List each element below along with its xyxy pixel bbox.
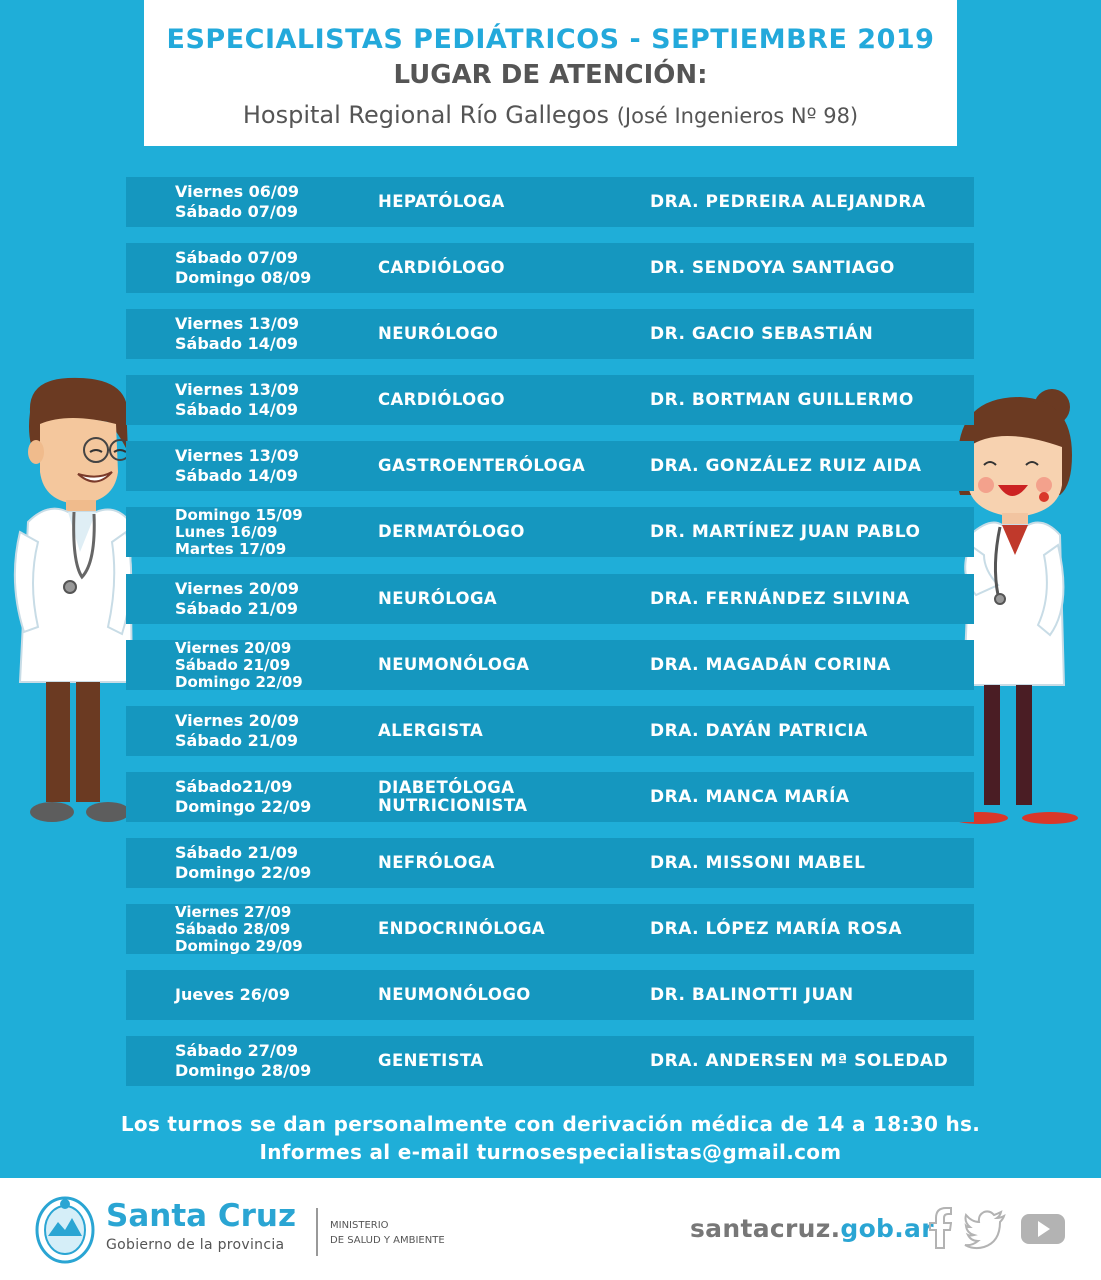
row-doctor: DR. BALINOTTI JUAN: [650, 985, 854, 1005]
row-doctor: DRA. DAYÁN PATRICIA: [650, 721, 868, 741]
row-specialty: [378, 904, 545, 954]
schedule-row: [126, 243, 974, 293]
row-doctor: DR. BORTMAN GUILLERMO: [650, 390, 914, 410]
row-specialty: [378, 243, 505, 293]
row-specialty-line: NEFRÓLOGA: [378, 853, 495, 872]
turnos-note: Los turnos se dan personalmente con derivación médica de 14 a 18:30 hs.: [120, 1112, 981, 1136]
schedule-row: [126, 574, 974, 624]
row-specialty: [378, 772, 527, 822]
row-doctor: DR. GACIO SEBASTIÁN: [650, 324, 874, 344]
row-doctor: DRA. MAGADÁN CORINA: [650, 655, 891, 675]
row-specialty: [378, 970, 531, 1020]
ministry-line-1: MINISTERIO: [330, 1220, 389, 1231]
row-dates: [175, 243, 311, 293]
row-specialty: [378, 640, 529, 690]
row-specialty-line: ALERGISTA: [378, 721, 484, 740]
schedule-row: [126, 970, 974, 1020]
row-doctor: DR. MARTÍNEZ JUAN PABLO: [650, 522, 921, 542]
youtube-icon[interactable]: [1020, 1206, 1066, 1250]
schedule-row: [126, 1036, 974, 1086]
row-date: Domingo 22/09: [175, 863, 312, 882]
row-date: Viernes 20/09: [175, 638, 292, 657]
row-doctor: DRA. MANCA MARÍA: [650, 787, 850, 807]
row-date: Viernes 13/09: [175, 314, 300, 333]
row-specialty: [378, 1036, 484, 1086]
row-date: Domingo 08/09: [175, 268, 312, 287]
row-specialty-line: NEUMONÓLOGO: [378, 985, 531, 1004]
row-specialty-line: NUTRICIONISTA: [378, 796, 528, 815]
row-doctor: DRA. ANDERSEN Mª SOLEDAD: [650, 1051, 949, 1071]
row-doctor: DR. SENDOYA SANTIAGO: [650, 258, 895, 278]
row-specialty-line: NEURÓLOGO: [378, 324, 499, 343]
row-specialty-line: NEURÓLOGA: [378, 589, 498, 608]
website-suffix: gob.ar: [840, 1214, 934, 1243]
row-date: Viernes 06/09: [175, 182, 300, 201]
row-dates: [175, 507, 303, 557]
row-date: Sábado 27/09: [175, 1041, 298, 1060]
row-date: Sábado 07/09: [175, 202, 298, 221]
row-date: Sábado21/09: [175, 777, 293, 796]
row-dates: [175, 309, 299, 359]
row-date: Domingo 29/09: [175, 936, 303, 955]
row-specialty-line: DERMATÓLOGO: [378, 522, 525, 541]
row-date: Viernes 13/09: [175, 446, 300, 465]
facebook-icon[interactable]: [928, 1206, 952, 1250]
row-specialty-line: HEPATÓLOGA: [378, 192, 505, 211]
row-doctor: DRA. GONZÁLEZ RUIZ AIDA: [650, 456, 922, 476]
row-dates: [175, 375, 299, 425]
row-date: Sábado 21/09: [175, 655, 291, 674]
row-specialty-line: DIABETÓLOGA: [378, 778, 515, 797]
row-specialty: [378, 706, 483, 756]
location-label: LUGAR DE ATENCIÓN:: [393, 60, 708, 90]
row-date: Domingo 28/09: [175, 1061, 312, 1080]
row-specialty: [378, 507, 525, 557]
row-doctor: DRA. LÓPEZ MARÍA ROSA: [650, 919, 903, 939]
row-specialty: [378, 838, 495, 888]
row-dates: [175, 574, 299, 624]
schedule-row: [126, 309, 974, 359]
row-specialty-line: NEUMONÓLOGA: [378, 655, 530, 674]
row-doctor: DRA. PEDREIRA ALEJANDRA: [650, 192, 926, 212]
row-specialty-line: CARDIÓLOGO: [378, 258, 505, 277]
schedule-row: [126, 706, 974, 756]
row-date: Domingo 22/09: [175, 672, 303, 691]
row-date: Sábado 14/09: [175, 400, 298, 419]
header-box: [144, 0, 957, 146]
ministry-line-2: DE SALUD Y AMBIENTE: [330, 1235, 445, 1246]
schedule-row: [126, 441, 974, 491]
row-specialty: [378, 574, 497, 624]
male-doctor-illustration: [8, 372, 138, 832]
row-date: Viernes 27/09: [175, 902, 292, 921]
province-seal-icon: [34, 1192, 96, 1264]
row-date: Sábado 21/09: [175, 731, 298, 750]
ministry-label: [330, 1218, 445, 1248]
row-dates: [175, 441, 299, 491]
row-date: Domingo 22/09: [175, 797, 312, 816]
row-date: Sábado 07/09: [175, 248, 298, 267]
brand-bar: [0, 1178, 1101, 1280]
schedule-row: [126, 177, 974, 227]
row-doctor: DRA. FERNÁNDEZ SILVINA: [650, 589, 910, 609]
row-date: Domingo 15/09: [175, 505, 303, 524]
row-date: Sábado 21/09: [175, 599, 298, 618]
schedule-row: [126, 507, 974, 557]
row-specialty-line: GENETISTA: [378, 1051, 484, 1070]
schedule-row: [126, 772, 974, 822]
row-date: Sábado 14/09: [175, 334, 298, 353]
row-specialty: [378, 375, 505, 425]
row-dates: [175, 772, 311, 822]
schedule-row: [126, 838, 974, 888]
row-date: Sábado 28/09: [175, 919, 291, 938]
row-date: Martes 17/09: [175, 539, 287, 558]
hospital-address: (José Ingenieros Nº 98): [616, 104, 859, 128]
brand-divider: [316, 1208, 318, 1256]
row-dates: [175, 838, 311, 888]
schedule-row: [126, 640, 974, 690]
row-dates: [175, 177, 299, 227]
row-specialty: [378, 441, 585, 491]
hospital-line: [144, 101, 957, 129]
schedule-row: [126, 375, 974, 425]
website-link[interactable]: [690, 1214, 934, 1243]
row-specialty-line: CARDIÓLOGO: [378, 390, 505, 409]
row-specialty: [378, 177, 505, 227]
row-date: Lunes 16/09: [175, 522, 278, 541]
row-dates: [175, 970, 290, 1020]
row-dates: [175, 706, 299, 756]
brand-name: Santa Cruz: [106, 1198, 296, 1234]
row-dates: [175, 640, 303, 690]
brand-subtitle: Gobierno de la provincia: [106, 1237, 285, 1253]
row-date: Viernes 20/09: [175, 711, 300, 730]
row-dates: [175, 904, 303, 954]
hospital-name: Hospital Regional Río Gallegos: [242, 101, 610, 129]
row-date: Sábado 21/09: [175, 843, 298, 862]
row-date: Viernes 13/09: [175, 380, 300, 399]
informes-note: Informes al e-mail turnosespecialistas@gmail.com: [259, 1140, 842, 1164]
row-date: Jueves 26/09: [175, 985, 290, 1004]
schedule-row: [126, 904, 974, 954]
row-specialty: [378, 309, 498, 359]
row-specialty-line: GASTROENTERÓLOGA: [378, 456, 586, 475]
website-prefix: santacruz.: [690, 1214, 841, 1243]
row-date: Sábado 14/09: [175, 466, 298, 485]
row-date: Viernes 20/09: [175, 579, 300, 598]
row-doctor: DRA. MISSONI MABEL: [650, 853, 866, 873]
row-dates: [175, 1036, 311, 1086]
page-title: ESPECIALISTAS PEDIÁTRICOS - SEPTIEMBRE 2019: [166, 24, 935, 55]
twitter-icon[interactable]: [964, 1206, 1008, 1250]
row-specialty-line: ENDOCRINÓLOGA: [378, 919, 546, 938]
